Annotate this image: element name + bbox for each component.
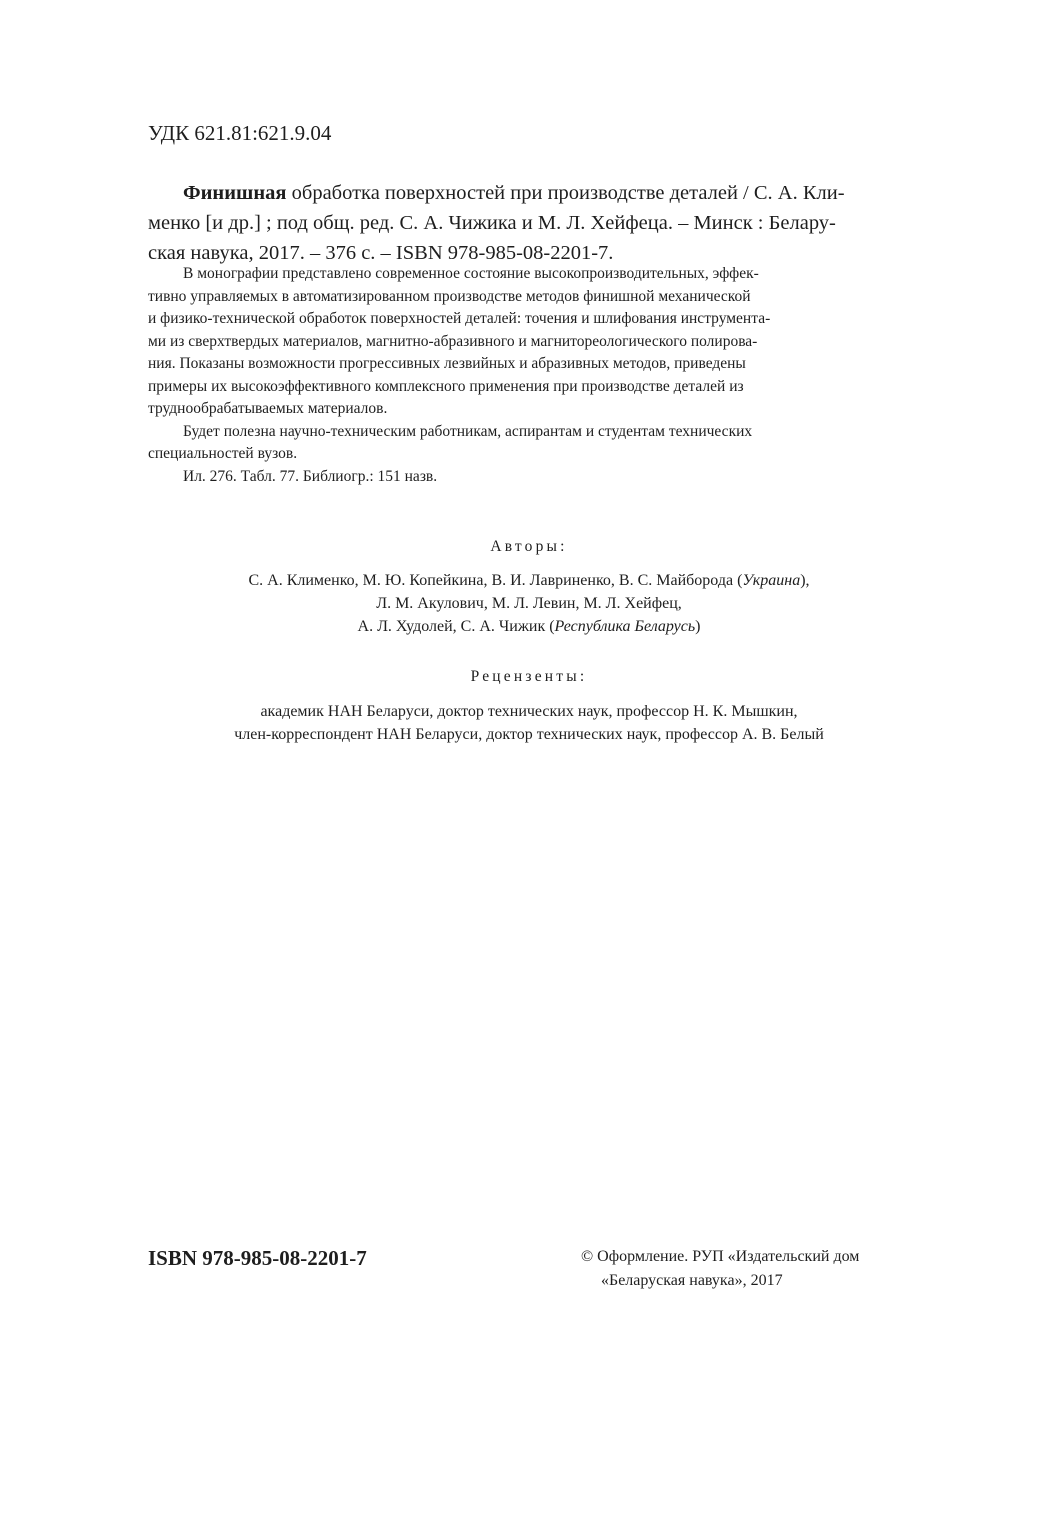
illustration-stats: Ил. 276. Табл. 77. Библиогр.: 151 назв. <box>183 467 438 485</box>
abstract-line: труднообрабатываемых материалов. <box>148 400 388 417</box>
abstract <box>148 263 923 488</box>
authors-line-1-main: С. А. Клименко, М. Ю. Копейкина, В. И. Лавриненко, В. С. Майборода ( <box>248 572 743 589</box>
authors-line-3-end: ) <box>695 618 701 635</box>
abstract-line: В монографии представлено современное состояние высокопроизводительных, эффек- <box>183 265 759 282</box>
audience-line: Будет полезна научно-техническим работникам, аспирантам и студентам технических <box>183 422 753 440</box>
authors-list <box>0 569 1058 638</box>
authors-heading: Авторы: <box>490 538 568 555</box>
copyright-notice <box>581 1245 859 1293</box>
authors-line-1 <box>0 569 1058 592</box>
copyright-line-1: © Оформление. РУП «Издательский дом <box>581 1248 860 1265</box>
reviewer-line-1: академик НАН Беларуси, доктор технических наук, профессор Н. К. Мышкин, <box>260 703 798 720</box>
abstract-line: ми из сверхтвердых материалов, магнитно-абразивного и магнитореологического полирова- <box>148 332 758 350</box>
udk-code: УДК 621.81:621.9.04 <box>148 121 332 145</box>
authors-line-2: Л. М. Акулович, М. Л. Левин, М. Л. Хейфец, <box>376 595 682 612</box>
reviewer-line-2: член-корреспондент НАН Беларуси, доктор технических наук, профессор А. В. Белый <box>234 726 824 743</box>
isbn-footer: ISBN 978-985-08-2201-7 <box>148 1246 367 1270</box>
biblio-line-2: менко [и др.] ; под общ. ред. С. А. Чижика и М. Л. Хейфеца. – Минск : Белару- <box>148 212 836 234</box>
audience-line: специальностей вузов. <box>148 445 298 462</box>
reviewers-list <box>0 700 1058 746</box>
biblio-line-1-rest: обработка поверхностей при производстве деталей / С. А. Кли- <box>286 182 845 204</box>
abstract-line: примеры их высокоэффективного комплексного применения при производстве деталей из <box>148 377 744 395</box>
biblio-line-1 <box>183 178 845 208</box>
biblio-line-3: ская навука, 2017. – 376 с. – ISBN 978-985-08-2201-7. <box>148 242 614 264</box>
copyright-line-2: «Беларуская навука», 2017 <box>601 1272 783 1289</box>
abstract-line: ния. Показаны возможности прогрессивных лезвийных и абразивных методов, приведены <box>148 355 746 372</box>
reviewers-heading: Рецензенты: <box>470 668 588 685</box>
authors-country-belarus: Республика Беларусь <box>554 618 696 635</box>
authors-line-3-main: А. Л. Худолей, С. А. Чижик ( <box>357 618 555 635</box>
authors-line-3 <box>0 615 1058 638</box>
biblio-title-bold: Финишная <box>183 182 287 204</box>
authors-country-ukraine: Украина <box>742 572 801 589</box>
abstract-line: и физико-технической обработок поверхностей деталей: точения и шлифования инструмента- <box>148 310 771 327</box>
authors-line-1-end: ), <box>800 572 810 589</box>
bibliographic-record <box>148 178 845 268</box>
abstract-line: тивно управляемых в автоматизированном производстве методов финишной механической <box>148 287 751 305</box>
